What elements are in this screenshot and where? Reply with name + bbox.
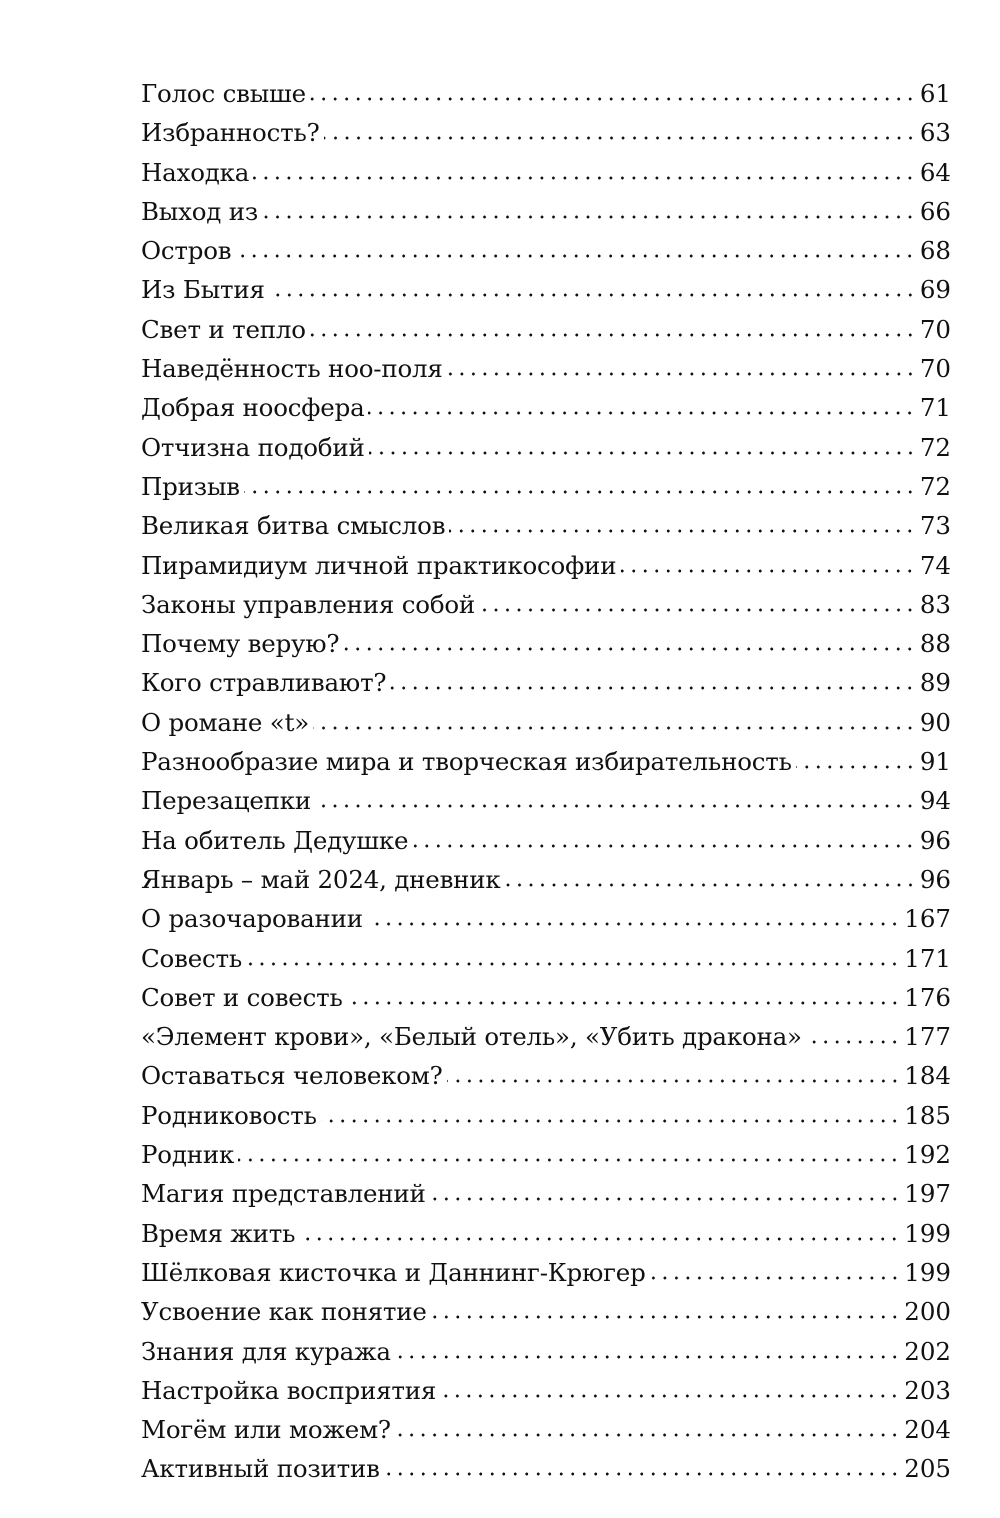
toc-entry-page-number: 72 [919,432,951,462]
dot-leader [324,136,916,140]
toc-entry-title: Пирамидиум личной практикософии [141,550,617,580]
toc-entry-title: Наведённость ноо-поля [141,354,443,384]
dot-leader [367,922,900,926]
toc-entry [141,899,951,938]
dot-leader [796,765,916,769]
toc-entry [141,506,951,545]
toc-entry [141,1292,951,1331]
toc-entry [141,1253,951,1292]
toc-entry [141,1017,951,1056]
toc-entry [141,1449,951,1488]
toc-entry [141,349,951,388]
toc-entry-title: Родник [141,1140,235,1170]
toc-entry-title: Знания для куража [141,1336,391,1366]
toc-entry-title: Время жить [141,1218,296,1248]
toc-entry-title: Избранность? [141,118,320,148]
dot-leader [310,333,916,337]
toc-entry-title: Разнообразие мира и творческая избирательность [141,747,792,777]
toc-entry-title: На обитель Дедушке [141,825,409,855]
toc-entry [141,428,951,467]
dot-leader [650,1276,901,1280]
dot-leader [449,529,916,533]
dot-leader [479,608,916,612]
toc-entry-page-number: 74 [919,550,951,580]
toc-entry-page-number: 199 [904,1257,951,1287]
toc-entry-page-number: 167 [904,904,951,934]
toc-entry-title: Из Бытия [141,275,265,305]
toc-entry-title: Родниковость [141,1100,317,1130]
toc-entry-page-number: 202 [904,1336,951,1366]
dot-leader [321,1119,900,1123]
toc-entry-title: Добрая ноосфера [141,393,365,423]
toc-entry-title: Шёлковая кисточка и Даннинг-Крюгер [141,1257,646,1287]
toc-entry-title: Январь – май 2024, дневник [141,864,501,894]
toc-entry-page-number: 199 [904,1218,951,1248]
toc-entry-page-number: 204 [904,1415,951,1445]
dot-leader [369,451,916,455]
toc-entry [141,546,951,585]
dot-leader [447,1079,901,1083]
toc-entry [141,781,951,820]
toc-entry-page-number: 83 [919,589,951,619]
dot-leader [806,1040,900,1044]
toc-entry-page-number: 171 [904,943,951,973]
dot-leader [238,1158,900,1162]
toc-entry [141,1135,951,1174]
dot-leader [447,372,916,376]
toc-entry-page-number: 203 [904,1375,951,1405]
dot-leader [395,1355,900,1359]
toc-entry [141,585,951,624]
toc-entry-title: Остров [141,236,232,266]
toc-entry [141,1056,951,1095]
toc-entry [141,1174,951,1213]
toc-entry [141,231,951,270]
toc-entry-page-number: 70 [919,314,951,344]
toc-entry-page-number: 176 [904,982,951,1012]
toc-entry-page-number: 96 [919,825,951,855]
toc-entry-page-number: 73 [919,511,951,541]
toc-entry [141,1214,951,1253]
toc-entry-title: Активный позитив [141,1454,380,1484]
toc-entry-title: «Элемент крови», «Белый отель», «Убить дракона» [141,1022,802,1052]
toc-entry-page-number: 94 [919,786,951,816]
toc-entry [141,624,951,663]
toc-entry-page-number: 89 [919,668,951,698]
toc-entry [141,1371,951,1410]
dot-leader [395,1433,900,1437]
toc-entry-title: Оставаться человеком? [141,1061,443,1091]
dot-leader [412,844,916,848]
toc-entry-title: Находка [141,157,250,187]
toc-entry-page-number: 200 [904,1297,951,1327]
toc-entry-title: Усвоение как понятие [141,1297,427,1327]
toc-entry-page-number: 68 [919,236,951,266]
toc-entry-page-number: 72 [919,471,951,501]
toc-entry-page-number: 61 [919,79,951,108]
toc-entry-title: Законы управления собой [141,589,476,619]
toc-entry [141,153,951,192]
dot-leader [384,1472,900,1476]
toc-entry [141,978,951,1017]
toc-entry-page-number: 69 [919,275,951,305]
toc-entry-page-number: 192 [904,1140,951,1170]
toc-entry-page-number: 96 [919,864,951,894]
toc-entry-page-number: 184 [904,1061,951,1091]
dot-leader [246,962,900,966]
toc-entry-title: Настройка восприятия [141,1375,437,1405]
dot-leader [430,1197,901,1201]
toc-entry-title: Отчизна подобий [141,432,365,462]
toc-entry-page-number: 177 [904,1022,951,1052]
toc-entry-title: Выход из [141,196,259,226]
dot-leader [368,411,915,415]
toc-entry-page-number: 64 [919,157,951,187]
toc-entry [141,663,951,702]
toc-entry-page-number: 91 [919,747,951,777]
toc-entry-page-number: 88 [919,629,951,659]
toc-entry [141,310,951,349]
toc-entry-page-number: 185 [904,1100,951,1130]
dot-leader [347,1001,901,1005]
dot-leader [390,686,915,690]
toc-entry [141,742,951,781]
dot-leader [244,490,916,494]
toc-entry-title: Свет и тепло [141,314,306,344]
dot-leader [315,804,916,808]
table-of-contents [141,74,951,1489]
dot-leader [269,293,916,297]
toc-entry-title: Голос свыше [141,79,306,108]
toc-entry-title: О романе «t» [141,707,310,737]
toc-entry [141,939,951,978]
dot-leader [310,97,916,101]
toc-entry-page-number: 66 [919,196,951,226]
toc-entry-title: Почему верую? [141,629,340,659]
toc-entry-title: О разочаровании [141,904,363,934]
toc-entry [141,74,951,113]
toc-entry [141,703,951,742]
dot-leader [440,1394,900,1398]
toc-entry [141,821,951,860]
dot-leader [505,883,916,887]
toc-entry-title: Магия представлений [141,1179,426,1209]
toc-entry-page-number: 90 [919,707,951,737]
toc-entry-page-number: 71 [919,393,951,423]
toc-entry-page-number: 70 [919,354,951,384]
toc-entry-title: Кого стравливают? [141,668,387,698]
dot-leader [253,176,916,180]
toc-entry-title: Совет и совесть [141,982,343,1012]
toc-entry-title: Совесть [141,943,243,973]
toc-entry [141,1410,951,1449]
toc-entry-page-number: 197 [904,1179,951,1209]
toc-entry-title: Могём или можем? [141,1415,391,1445]
dot-leader [262,215,916,219]
toc-entry [141,270,951,309]
toc-entry-title: Перезацепки [141,786,312,816]
toc-entry [141,192,951,231]
toc-entry-title: Призыв [141,471,240,501]
dot-leader [343,647,915,651]
dot-leader [235,254,915,258]
toc-entry-page-number: 63 [919,118,951,148]
toc-entry-title: Великая битва смыслов [141,511,446,541]
toc-entry [141,113,951,152]
dot-leader [620,569,915,573]
toc-entry [141,467,951,506]
dot-leader [299,1237,900,1241]
dot-leader [313,726,916,730]
toc-entry [141,860,951,899]
toc-entry-page-number: 205 [904,1454,951,1484]
dot-leader [431,1315,901,1319]
toc-entry [141,1332,951,1371]
toc-entry [141,1096,951,1135]
toc-entry [141,388,951,427]
